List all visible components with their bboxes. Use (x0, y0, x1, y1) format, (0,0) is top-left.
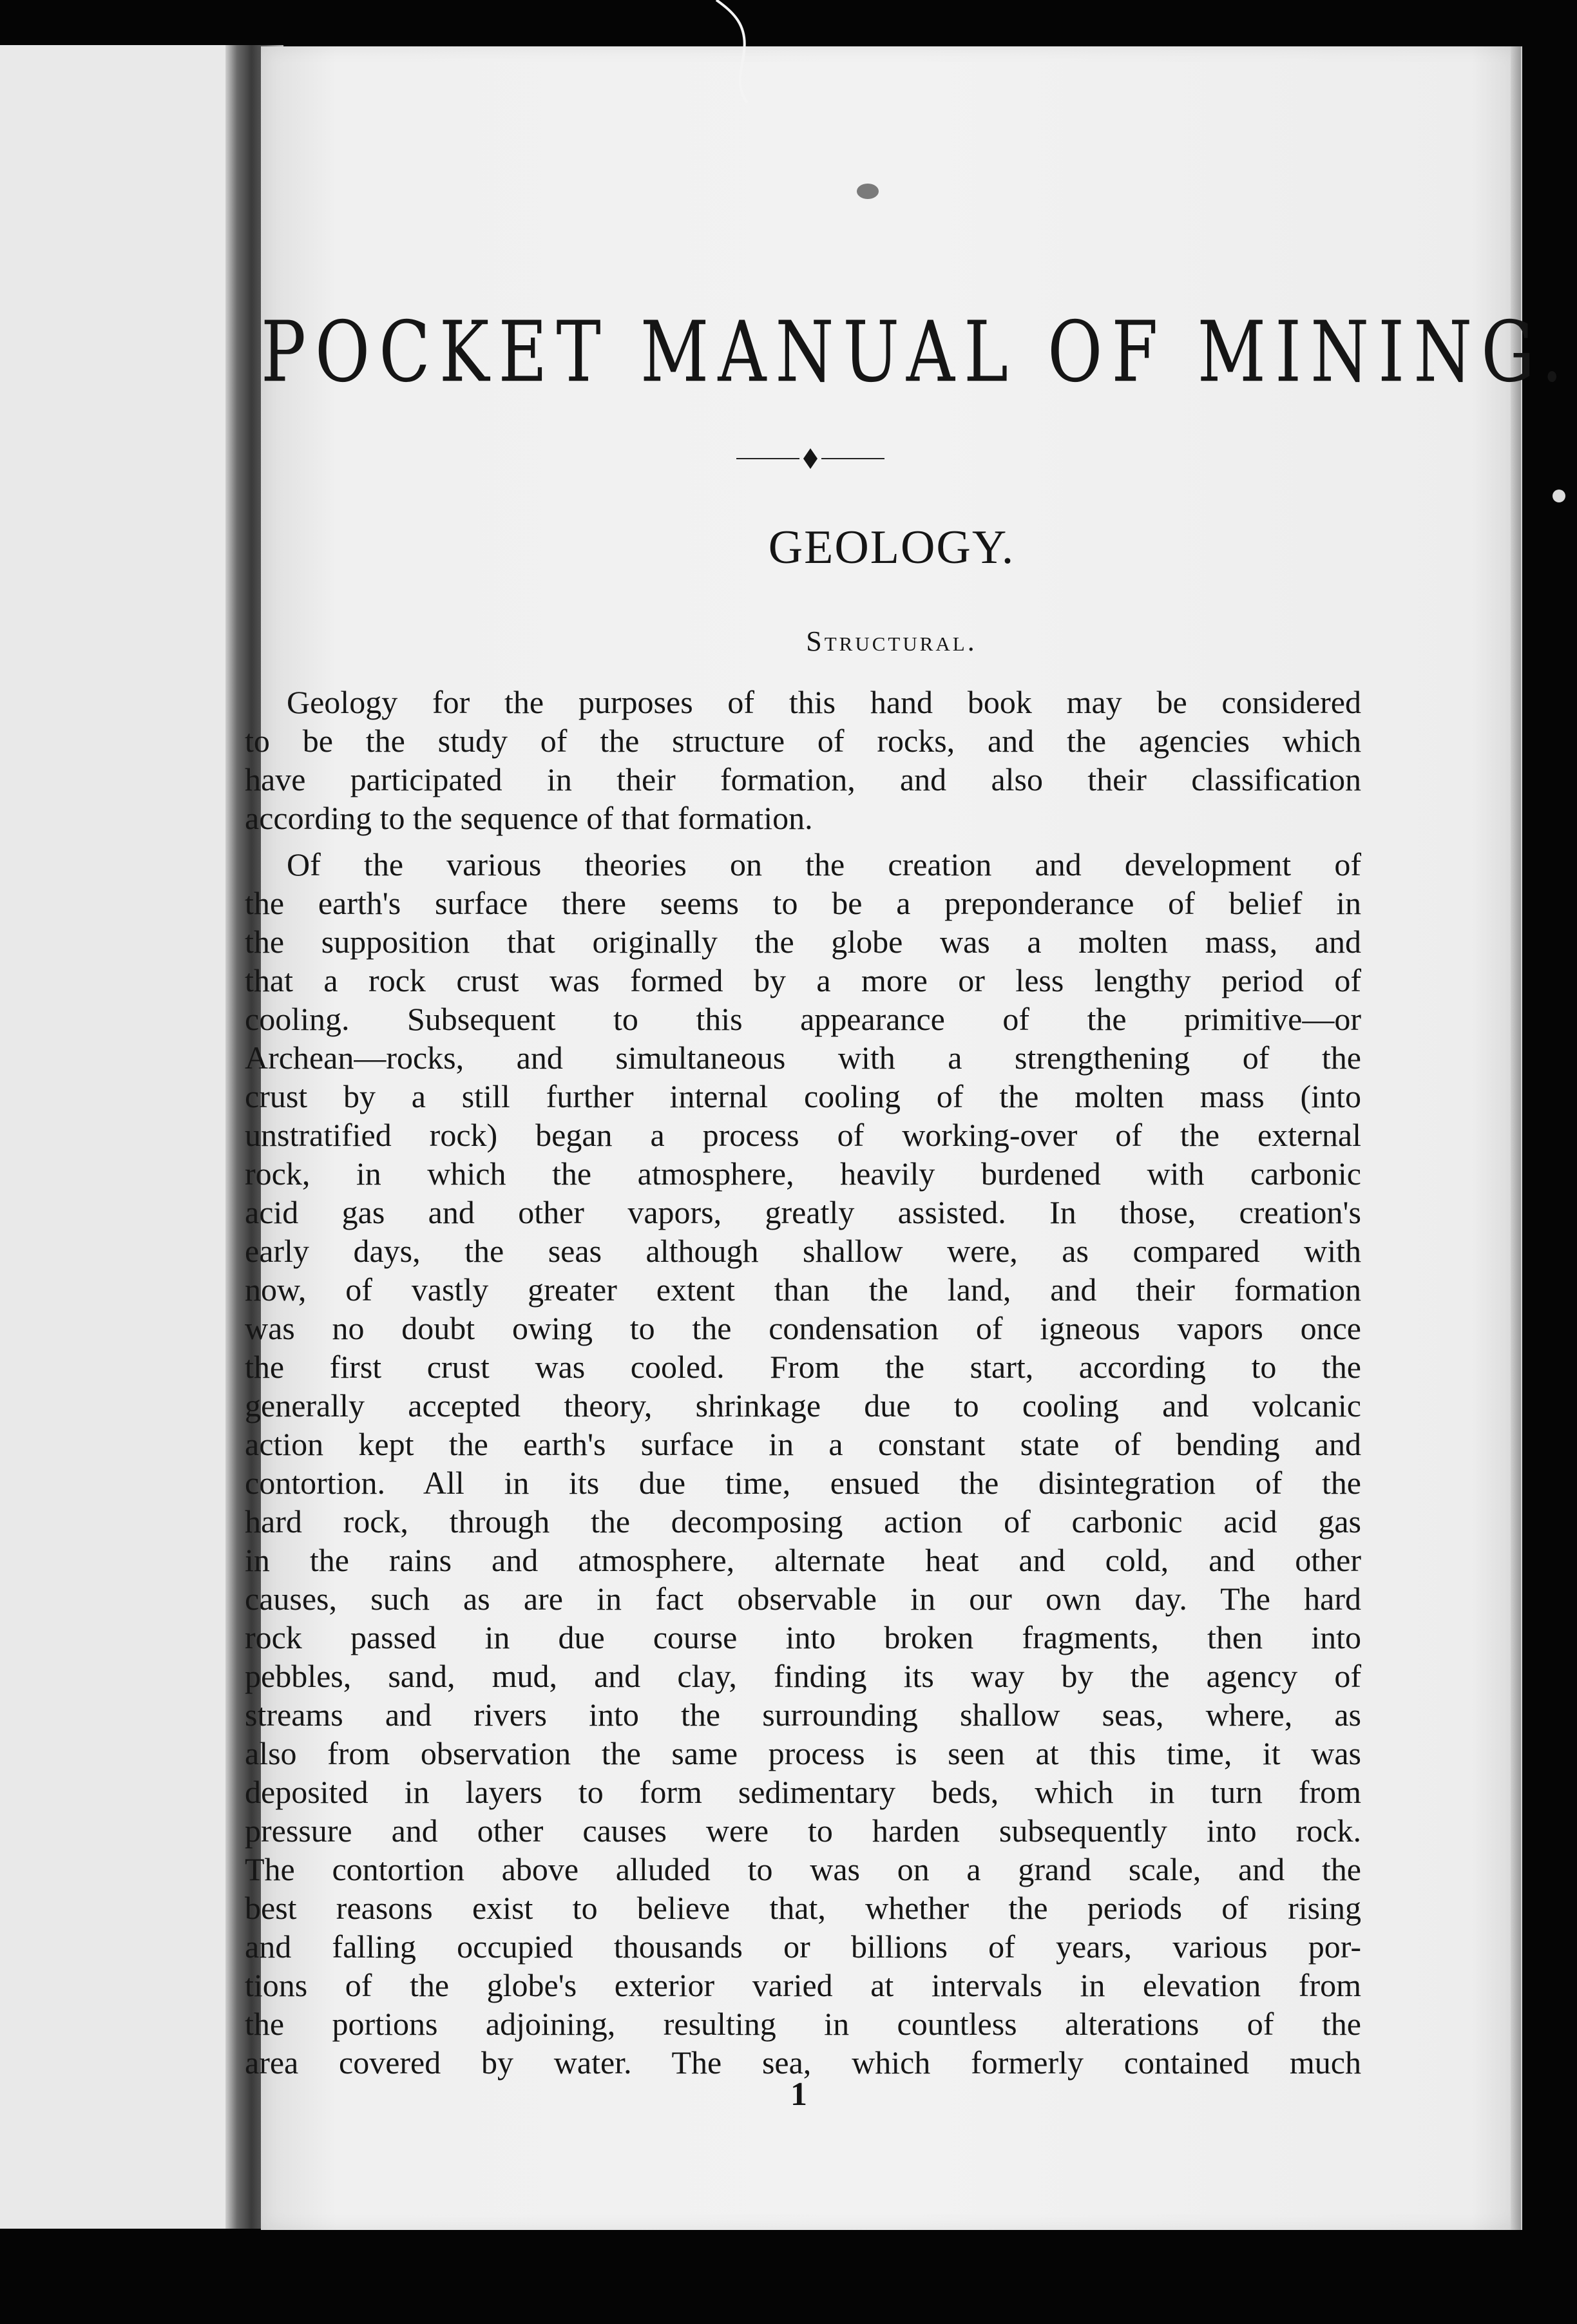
text-line: best reasons exist to believe that, whether the periods of rising (245, 1890, 1361, 1926)
text-line: pebbles, sand, mud, and clay, finding its way by the agency of (245, 1658, 1361, 1694)
text-line: pressure and other causes were to harden subsequently into rock. (245, 1813, 1361, 1849)
scan-speck (1553, 490, 1565, 502)
text-line: according to the sequence of that formation. (245, 800, 813, 836)
text-line: tions of the globe's exterior varied at intervals in elevation from (245, 1967, 1361, 2003)
text-line: to be the study of the structure of rocks, and the agencies which (245, 723, 1361, 759)
text-line: have participated in their formation, and also their classification (245, 761, 1361, 797)
text-line: hard rock, through the decomposing action of carbonic acid gas (245, 1503, 1361, 1539)
text-line: crust by a still further internal cooling of the molten mass (into (245, 1078, 1361, 1114)
text-line: contortion. All in its due time, ensued the disintegration of the (245, 1465, 1361, 1501)
page-number: 1 (790, 2076, 807, 2113)
text-line: also from observation the same process is seen at this time, it was (245, 1735, 1361, 1771)
text-line: acid gas and other vapors, greatly assisted. In those, creation's (245, 1194, 1361, 1230)
text-line: unstratified rock) began a process of working-over of the external (245, 1117, 1361, 1153)
stray-thread-mark (709, 0, 773, 103)
text-line: cooling. Subsequent to this appearance of the primitive—or (245, 1001, 1361, 1037)
text-line: the first crust was cooled. From the start, according to the (245, 1349, 1361, 1385)
text-line: generally accepted theory, shrinkage due to cooling and volcanic (245, 1387, 1361, 1424)
text-line: streams and rivers into the surrounding shallow seas, where, as (245, 1697, 1361, 1733)
section-heading: GEOLOGY. (768, 521, 1015, 574)
text-line: The contortion above alluded to was on a grand scale, and the (245, 1851, 1361, 1887)
sub-heading: Structural. (806, 625, 977, 657)
paragraph (245, 683, 1361, 837)
paragraph (245, 845, 1361, 2082)
text-line: the portions adjoining, resulting in countless alterations of the (245, 2006, 1361, 2042)
text-line: area covered by water. The sea, which formerly contained much (245, 2044, 1361, 2081)
text-line: and falling occupied thousands or billions of years, various por- (245, 1929, 1361, 1965)
text-line: rock passed in due course into broken fragments, then into (245, 1619, 1361, 1655)
text-line: now, of vastly greater extent than the land, and their formation (245, 1272, 1361, 1308)
text-line: the supposition that originally the globe was a molten mass, and (245, 924, 1361, 960)
text-line: action kept the earth's surface in a constant state of bending and (245, 1426, 1361, 1462)
facing-left-page (0, 45, 232, 2229)
text-line: the earth's surface there seems to be a preponderance of belief in (245, 885, 1361, 921)
diamond-ornament-icon (736, 446, 884, 471)
text-line: in the rains and atmosphere, alternate heat and cold, and other (245, 1542, 1361, 1578)
text-line: Geology for the purposes of this hand book may be considered (287, 684, 1361, 720)
text-line: early days, the seas although shallow were, as compared with (245, 1233, 1361, 1269)
ink-smudge (857, 184, 879, 199)
text-line: that a rock crust was formed by a more or less lengthy period of (245, 962, 1361, 998)
text-line: Of the various theories on the creation and development of (287, 846, 1361, 882)
text-line: rock, in which the atmosphere, heavily burdened with carbonic (245, 1156, 1361, 1192)
text-line: causes, such as are in fact observable in our own day. The hard (245, 1581, 1361, 1617)
text-line: was no doubt owing to the condensation of igneous vapors once (245, 1310, 1361, 1346)
book-title: POCKET MANUAL OF MINING. (261, 303, 1572, 401)
text-line: deposited in layers to form sedimentary beds, which in turn from (245, 1774, 1361, 1810)
text-line: Archean—rocks, and simultaneous with a strengthening of the (245, 1040, 1361, 1076)
body-text (245, 683, 1361, 2090)
